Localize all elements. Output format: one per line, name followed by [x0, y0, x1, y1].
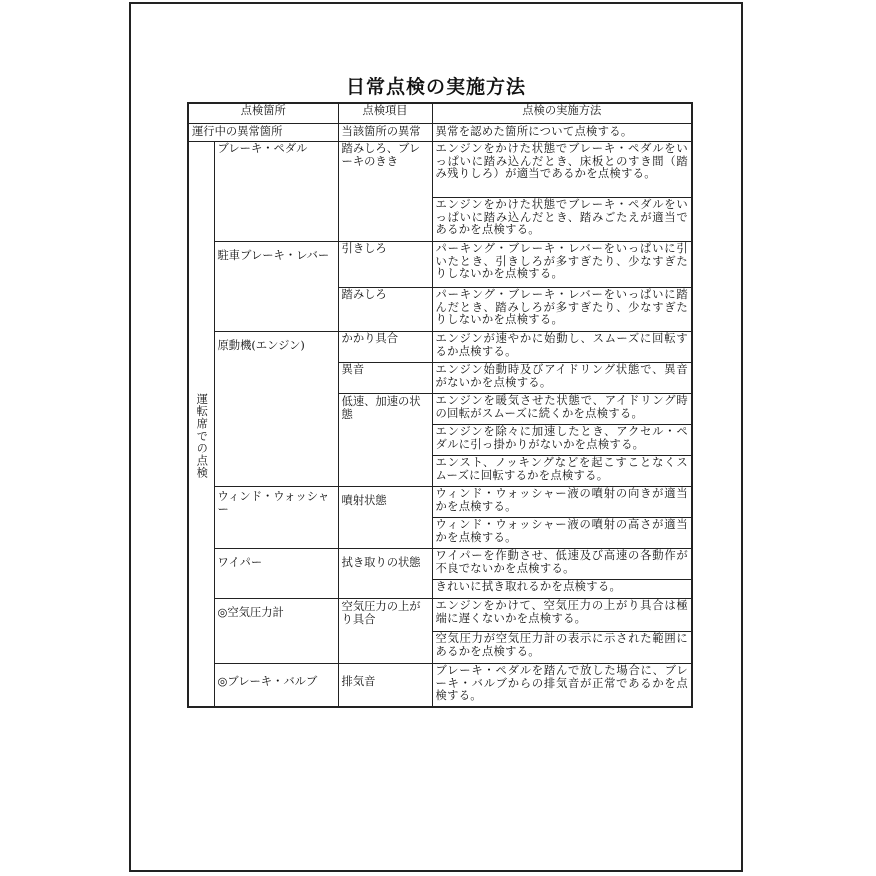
method-cell: ブレーキ・ペダルを踏んで放した場合に、ブレーキ・バルブからの排気音が正常であるかを点検する。 — [432, 664, 692, 707]
item-cell: 噴射状態 — [338, 487, 432, 549]
place-cell: ◎空気圧力計 — [214, 599, 338, 664]
method-cell: パーキング・ブレーキ・レバーをいっぱいに引いたとき、引きしろが多すぎたり、少なすぎたりしないかを点検する。 — [432, 242, 692, 288]
method-cell: きれいに拭き取れるかを点検する。 — [432, 580, 692, 599]
place-cell: 原動機(エンジン) — [214, 332, 338, 487]
header-item: 点検項目 — [338, 103, 432, 124]
method-cell: ワイパーを作動させ、低速及び高速の各動作が不良でないかを点検する。 — [432, 549, 692, 580]
table-row — [188, 549, 692, 580]
place-cell: ウィンド・ウォッシャー — [214, 487, 338, 549]
method-cell: エンジンをかけて、空気圧力の上がり具合は極端に遅くないかを点検する。 — [432, 599, 692, 632]
inspection-table — [187, 102, 693, 708]
method-cell: エンジンをかけた状態でブレーキ・ペダルをいっぱいに踏み込んだとき、踏みごたえが適当であるかを点検する。 — [432, 198, 692, 242]
item-cell: 低速、加速の状態 — [338, 394, 432, 487]
table-row — [188, 142, 692, 198]
method-cell: ウィンド・ウォッシャー液の噴射の向きが適当かを点検する。 — [432, 487, 692, 518]
method-cell: 異常を認めた箇所について点検する。 — [432, 124, 692, 142]
place-cell: 運行中の異常箇所 — [188, 124, 338, 142]
table-row — [188, 664, 692, 707]
method-cell: エンジンを暖気させた状態で、アイドリング時の回転がスムーズに続くかを点検する。 — [432, 394, 692, 425]
place-cell: ブレーキ・ペダル — [214, 142, 338, 242]
method-cell: エンジンが速やかに始動し、スムーズに回転するか点検する。 — [432, 332, 692, 363]
item-cell: 拭き取りの状態 — [338, 549, 432, 599]
item-cell: 引きしろ — [338, 242, 432, 288]
table-row — [188, 487, 692, 518]
method-cell: エンジン始動時及びアイドリング状態で、異音がないかを点検する。 — [432, 363, 692, 394]
table-row — [188, 599, 692, 632]
item-cell: 排気音 — [338, 664, 432, 707]
header-method: 点検の実施方法 — [432, 103, 692, 124]
item-cell: かかり具合 — [338, 332, 432, 363]
method-cell: エンスト、ノッキングなどを起こすことなくスムーズに回転するかを点検する。 — [432, 456, 692, 487]
table-header-row — [188, 103, 692, 124]
method-cell: 空気圧力が空気圧力計の表示に示された範囲にあるかを点検する。 — [432, 632, 692, 664]
table-row — [188, 242, 692, 288]
place-cell: 駐車ブレーキ・レバー — [214, 242, 338, 332]
method-cell: パーキング・ブレーキ・レバーをいっぱいに踏んだとき、踏みしろが多すぎたり、少なすぎたりしないかを点検する。 — [432, 288, 692, 332]
header-place: 点検箇所 — [188, 103, 338, 124]
item-cell: 異音 — [338, 363, 432, 394]
method-cell: ウィンド・ウォッシャー液の噴射の高さが適当かを点検する。 — [432, 518, 692, 549]
item-cell: 当該箇所の異常 — [338, 124, 432, 142]
table-row — [188, 332, 692, 363]
item-cell: 空気圧力の上がり具合 — [338, 599, 432, 664]
document-page — [129, 2, 743, 872]
page-title: 日常点検の実施方法 — [345, 76, 526, 98]
item-cell: 踏みしろ — [338, 288, 432, 332]
table-row — [188, 124, 692, 142]
section-label-cell — [188, 142, 214, 707]
place-cell: ◎ブレーキ・バルブ — [214, 664, 338, 707]
method-cell: エンジンをかけた状態でブレーキ・ペダルをいっぱいに踏み込んだとき、床板とのすき間（踏み残りしろ）が適当であるかを点検する。 — [432, 142, 692, 198]
place-cell: ワイパー — [214, 549, 338, 599]
section-label: 運転席での点検 — [195, 393, 209, 480]
item-cell: 踏みしろ、ブレーキのきき — [338, 142, 432, 242]
method-cell: エンジンを除々に加速したとき、アクセル・ペダルに引っ掛かりがないかを点検する。 — [432, 425, 692, 456]
